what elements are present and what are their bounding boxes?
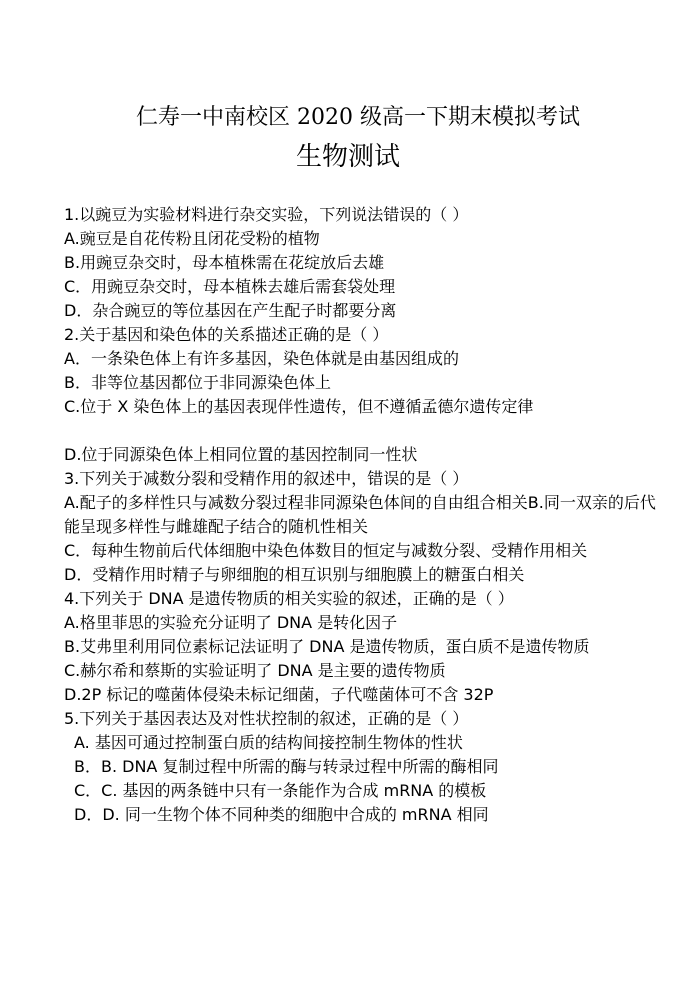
question-3-option-ab: A.配子的多样性只与减数分裂过程非同源染色体间的自由组合相关B.同一双亲的后代能呈现多样性与雌雄配子结合的随机性相关 xyxy=(64,493,656,536)
question-5-option-a: A. 基因可通过控制蛋白质的结构间接控制生物体的性状 xyxy=(74,733,463,752)
question-1-option-c: C．用豌豆杂交时，母本植株去雄后需套袋处理 xyxy=(64,277,396,296)
question-5-option-b: B．B. DNA 复制过程中所需的酶与转录过程中所需的酶相同 xyxy=(74,757,499,776)
question-2-stem: 2.关于基因和染色体的关系描述正确的是（ ） xyxy=(64,325,389,344)
exam-title: 仁寿一中南校区 2020 级高一下期末模拟考试 xyxy=(136,105,580,130)
exam-subtitle: 生物测试 xyxy=(295,142,400,172)
question-2-option-b: B．非等位基因都位于非同源染色体上 xyxy=(64,373,331,392)
question-2-option-d: D.位于同源染色体上相同位置的基因控制同一性状 xyxy=(64,445,418,464)
question-4-option-b: B.艾弗里利用同位素标记法证明了 DNA 是遗传物质，蛋白质不是遗传物质 xyxy=(64,637,590,656)
question-5-option-c: C．C. 基因的两条链中只有一条能作为合成 mRNA 的模板 xyxy=(74,781,487,800)
question-1-option-d: D．杂合豌豆的等位基因在产生配子时都要分离 xyxy=(64,301,397,320)
question-4-stem: 4.下列关于 DNA 是遗传物质的相关实验的叙述，正确的是（ ） xyxy=(64,589,514,608)
question-5-option-d: D．D. 同一生物个体不同种类的细胞中合成的 mRNA 相同 xyxy=(74,805,489,824)
question-2-option-c: C.位于 X 染色体上的基因表现伴性遗传，但不遵循孟德尔遗传定律 xyxy=(64,397,534,416)
question-1-option-a: A.豌豆是自花传粉且闭花受粉的植物 xyxy=(64,229,320,248)
question-list xyxy=(64,203,664,827)
question-4-option-a: A.格里菲思的实验充分证明了 DNA 是转化因子 xyxy=(64,613,398,632)
question-3-stem: 3.下列关于减数分裂和受精作用的叙述中，错误的是（ ） xyxy=(64,469,469,488)
question-5-stem: 5.下列关于基因表达及对性状控制的叙述，正确的是（ ） xyxy=(64,709,469,728)
question-4-option-c: C.赫尔希和蔡斯的实验证明了 DNA 是主要的遗传物质 xyxy=(64,661,446,680)
question-3-option-d: D．受精作用时精子与卵细胞的相互识别与细胞膜上的糖蛋白相关 xyxy=(64,565,525,584)
question-1-option-b: B.用豌豆杂交时，母本植株需在花绽放后去雄 xyxy=(64,253,385,272)
question-1-stem: 1.以豌豆为实验材料进行杂交实验，下列说法错误的（ ） xyxy=(64,205,469,224)
question-2-option-a: A．一条染色体上有许多基因，染色体就是由基因组成的 xyxy=(64,349,459,368)
question-3-option-c: C．每种生物前后代体细胞中染色体数目的恒定与减数分裂、受精作用相关 xyxy=(64,541,588,560)
blank-line xyxy=(64,419,664,443)
question-4-option-d: D.2P 标记的噬菌体侵染未标记细菌，子代噬菌体可不含 32P xyxy=(64,685,494,704)
